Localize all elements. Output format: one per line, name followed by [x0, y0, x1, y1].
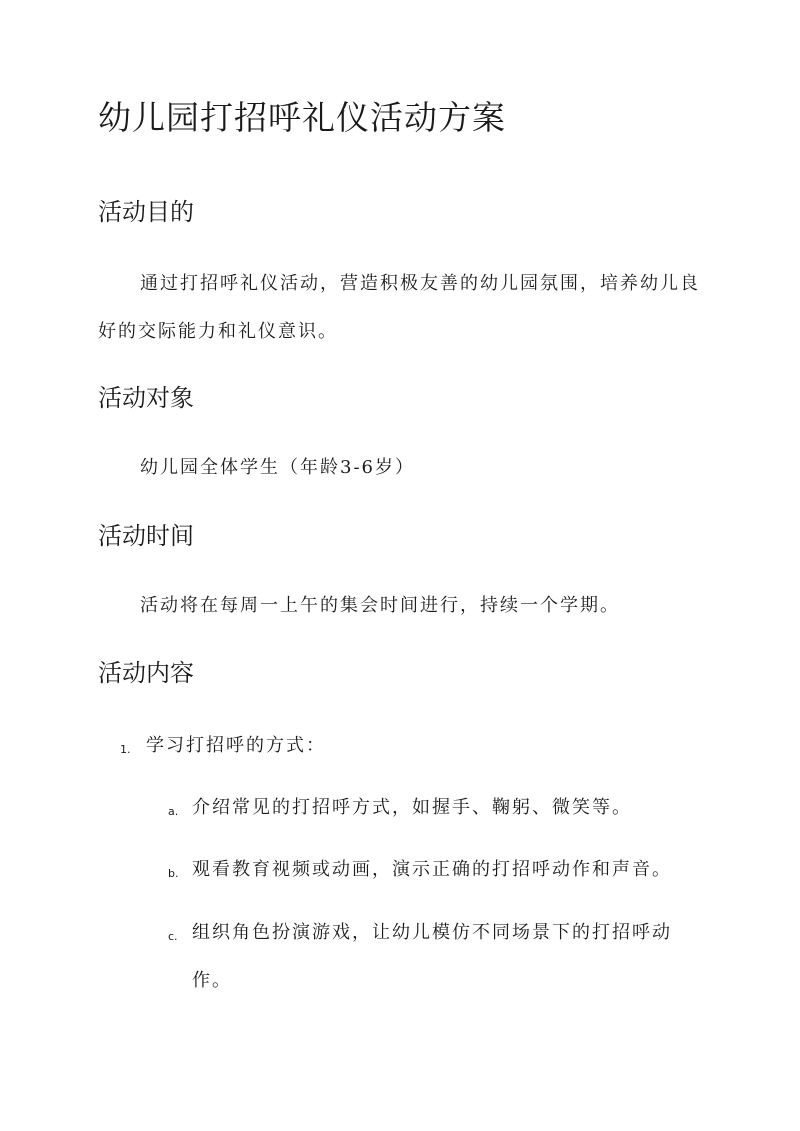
sub-list-marker: c. [168, 930, 178, 943]
sub-list-item: 介绍常见的打招呼方式，如握手、鞠躬、微笑等。 [192, 797, 632, 818]
sub-list-item: 观看教育视频或动画，演示正确的打招呼动作和声音。 [192, 859, 672, 880]
section-heading-purpose: 活动目的 [98, 198, 194, 226]
sub-list-marker: b. [168, 867, 179, 880]
section-heading-content: 活动内容 [98, 659, 194, 687]
section-heading-time: 活动时间 [98, 522, 194, 550]
section-paragraph-purpose: 通过打招呼礼仪活动，营造积极友善的幼儿园氛围，培养幼儿良好的交际能力和礼仪意识。 [98, 273, 700, 342]
list-marker: 1. [120, 743, 131, 756]
sub-list-marker: a. [168, 805, 179, 818]
sub-list-item: 组织角色扮演游戏，让幼儿模仿不同场景下的打招呼动作。 [192, 922, 672, 991]
list-item: 学习打招呼的方式： [146, 735, 326, 756]
section-paragraph-audience: 幼儿园全体学生（年龄3-6岁） [140, 457, 415, 478]
section-paragraph-time: 活动将在每周一上午的集会时间进行，持续一个学期。 [140, 595, 620, 616]
section-heading-audience: 活动对象 [98, 384, 194, 412]
document-title: 幼儿园打招呼礼仪活动方案 [98, 98, 506, 137]
